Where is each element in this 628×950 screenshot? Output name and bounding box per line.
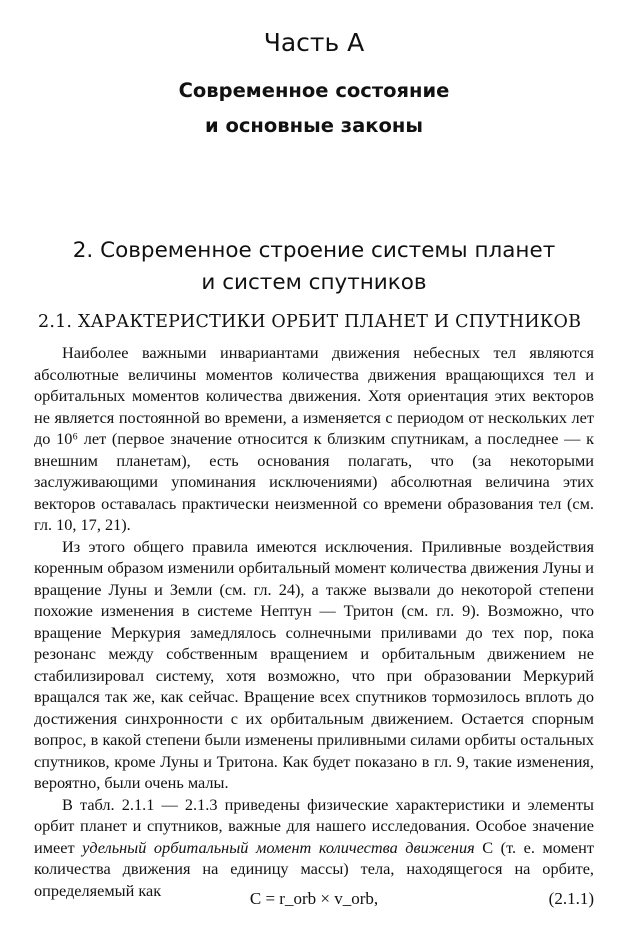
- italic-term: удельный орбитальный момент количества движения: [82, 837, 475, 857]
- section-heading: 2.1. ХАРАКТЕРИСТИКИ ОРБИТ ПЛАНЕТ И СПУТНИКОВ: [38, 312, 582, 332]
- paragraph-3-end: C (т. е. момент количества движения на единицу массы) тела, находящегося на орбите, определяемый как: [34, 837, 594, 900]
- paragraph-3-start: В табл. 2.1.1 — 2.1.3 приведены физические характеристики и элементы орбит планет и спутников, важные для нашего исследования. Особое значение имеет: [34, 794, 594, 857]
- body-text: [34, 342, 594, 901]
- chapter-title-line-1: 2. Современное строение системы планет: [72, 238, 556, 263]
- part-subtitle-line-1: Современное состояние: [178, 79, 450, 102]
- paragraph-2: Из этого общего правила имеются исключения. Приливные воздействия коренным образом изменили орбитальный момент количества движения Луны и вращение Луны и Земли (см. гл. 24), а также вызвали до некоторой степени похожие изменения в системе Нептун — Тритон (см. гл. 9). Возможно, что вращение Меркурия замедлялось солнечными приливами до тех пор, пока резонанс между собственным вращением и орбитальным движением не стабилизировал систему, хотя возможно, что при образовании Меркурий вращался так же, как сейчас. Вращение всех спутников тормозилось вплоть до достижения синхронности с их орбитальным движением. Остается спорным вопрос, в какой степени были изменены приливными силами орбиты остальных спутников, кроме Луны и Тритона. Как будет показано в гл. 9, такие изменения, вероятно, были очень малы.: [34, 536, 594, 792]
- equation: [34, 889, 594, 913]
- equation-number: (2.1.1): [548, 889, 594, 908]
- paragraph-1: Наиболее важными инвариантами движения небесных тел являются абсолютные величины моментов количества движения вращающихся тел и орбитальных моментов количества движения. Хотя ориентация этих векторов не является постоянной во времени, а изменяется с периодом от нескольких лет до 10⁶ лет (первое значение относится к близким спутникам, а последнее — к внешним планетам), есть основания полагать, что (за некоторыми заслуживающими упоминания исключениями) абсолютная величина этих векторов оставалась практически неизменной со времени образования тел (см. гл. 10, 17, 21).: [34, 343, 594, 534]
- chapter-title-line-2: и систем спутников: [201, 270, 427, 295]
- part-subtitle-line-2: и основные законы: [205, 114, 423, 137]
- part-title: Часть А: [263, 28, 365, 57]
- paragraph-3: [34, 794, 594, 902]
- equation-body: C = r_orb × v_orb,: [249, 889, 379, 908]
